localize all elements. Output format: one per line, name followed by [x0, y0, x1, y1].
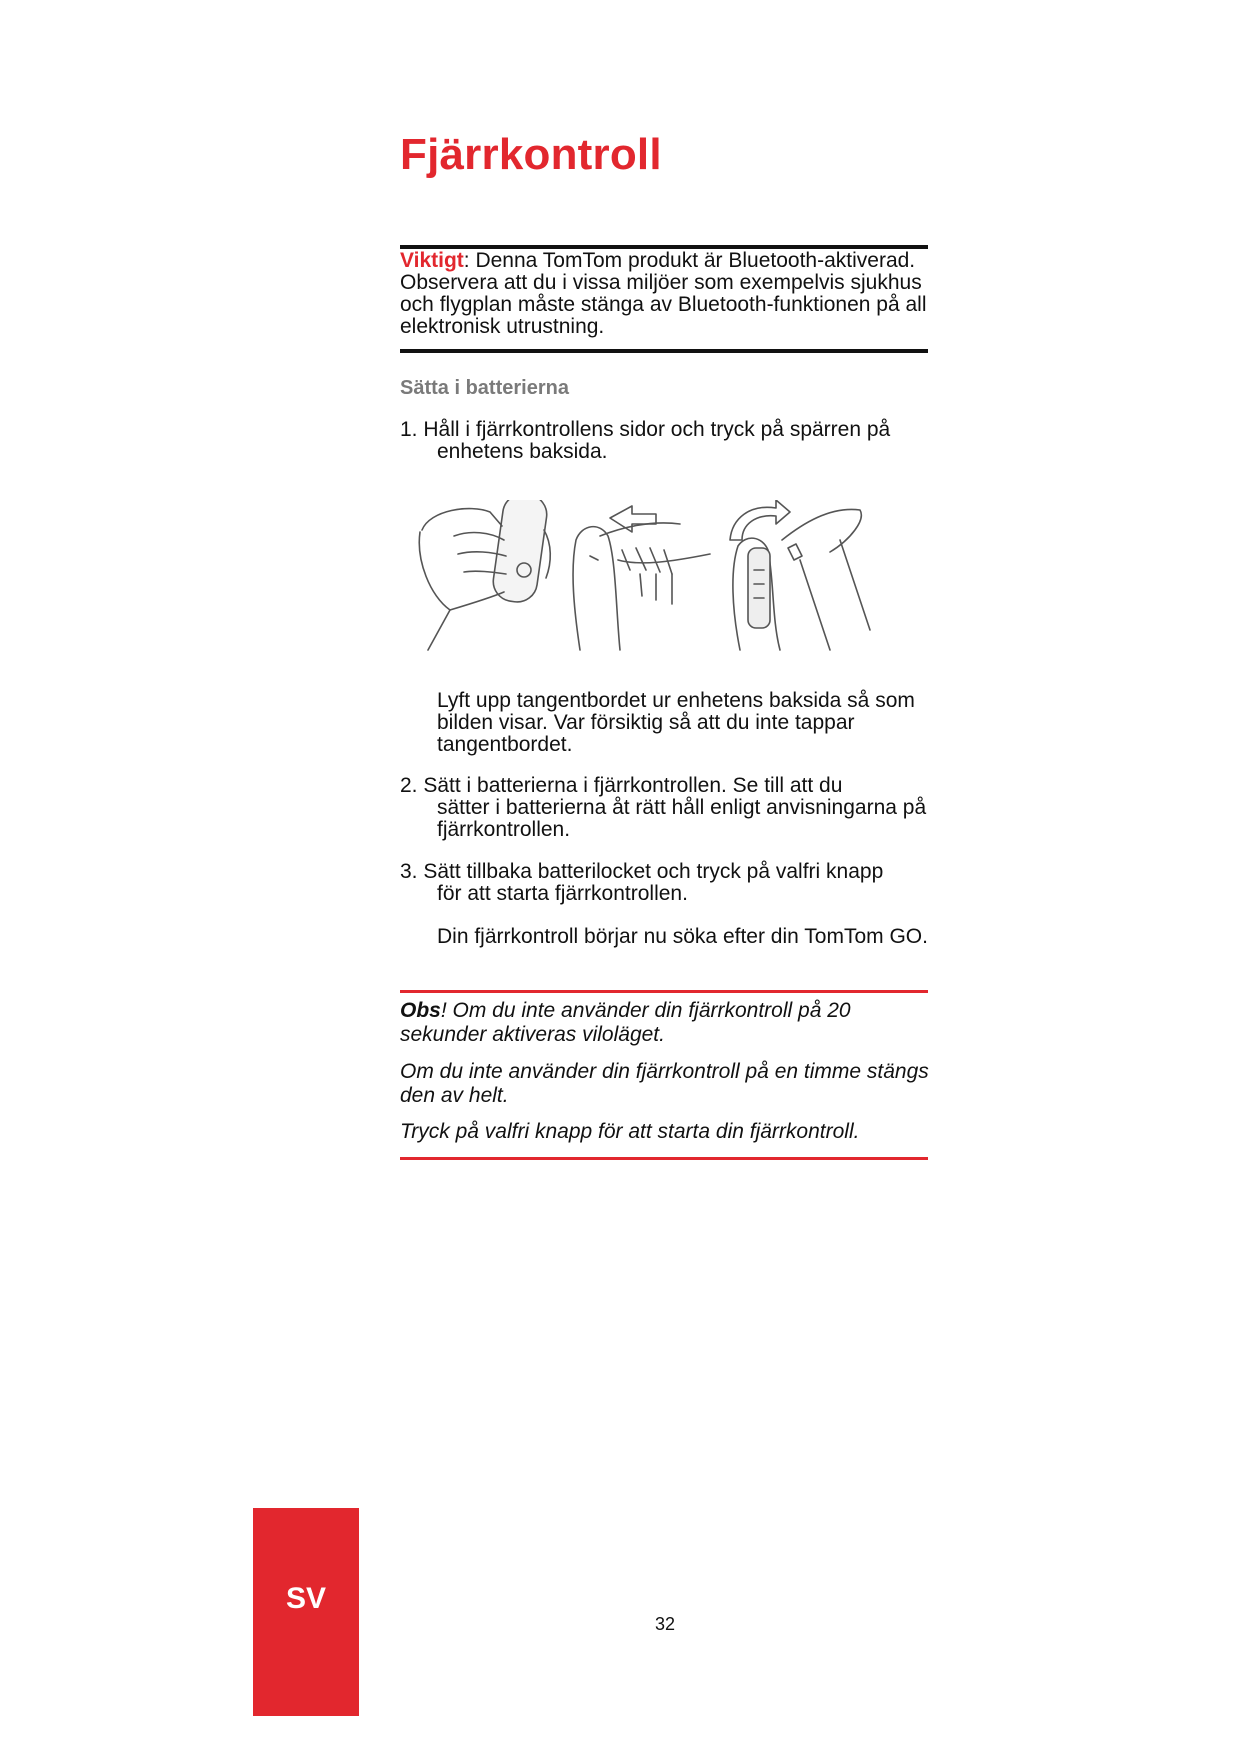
- note-top-rule: [400, 990, 928, 993]
- step-1-continuation: enhetens baksida.: [437, 440, 608, 463]
- step-1-number: 1.: [400, 418, 418, 441]
- step-2-number: 2.: [400, 774, 418, 797]
- important-notice: [400, 250, 928, 338]
- page-number: 32: [654, 1614, 676, 1634]
- page-title: Fjärrkontroll: [400, 130, 662, 179]
- step-2: [400, 775, 928, 841]
- lift-keyboard-drawing: [730, 500, 870, 650]
- note-line-1: [400, 999, 930, 1047]
- press-latch-drawing: [573, 506, 710, 650]
- step-3-continuation: för att starta fjärrkontrollen.: [437, 882, 688, 905]
- step-1: [400, 419, 928, 463]
- note-line-1-text: ! Om du inte använder din fjärrkontroll på 20 sekunder aktiveras viloläget.: [400, 999, 851, 1046]
- note-line-2: Om du inte använder din fjärrkontroll på en timme stängs den av helt.: [400, 1060, 929, 1107]
- language-tab: [253, 1508, 359, 1716]
- step-3-number: 3.: [400, 860, 418, 883]
- important-keyword: Viktigt: [400, 249, 464, 272]
- note-line-3: Tryck på valfri knapp för att starta din fjärrkontroll.: [400, 1120, 860, 1143]
- step-1-first-line: Håll i fjärrkontrollens sidor och tryck på spärren på: [423, 418, 891, 441]
- language-tab-label: SV: [285, 1582, 327, 1615]
- step-2-continuation: sätter i batterierna åt rätt håll enligt anvisningarna på fjärrkontrollen.: [437, 796, 927, 841]
- hand-holding-remote-drawing: [419, 500, 550, 650]
- step-3: [400, 861, 928, 905]
- section-heading: Sätta i batterierna: [400, 377, 569, 399]
- important-bottom-rule: [400, 349, 928, 353]
- note-bottom-rule: [400, 1157, 928, 1160]
- search-go-paragraph: Din fjärrkontroll börjar nu söka efter din TomTom GO.: [437, 925, 928, 948]
- lift-keyboard-paragraph: Lyft upp tangentbordet ur enhetens baksida så som bilden visar. Var försiktig så att du inte tappar tangentbordet.: [437, 689, 915, 756]
- step-3-first-line: Sätt tillbaka batterilocket och tryck på valfri knapp: [423, 860, 884, 883]
- step-2-first-line: Sätt i batterierna i fjärrkontrollen. Se till att du: [423, 774, 843, 797]
- note-keyword: Obs: [400, 999, 441, 1022]
- important-text: : Denna TomTom produkt är Bluetooth-aktiverad. Observera att du i vissa miljöer som exempelvis sjukhus och flygplan måste stänga av Bluetooth-funktionen på all elektronisk utrustning.: [400, 249, 927, 338]
- battery-removal-illustration: [410, 500, 930, 660]
